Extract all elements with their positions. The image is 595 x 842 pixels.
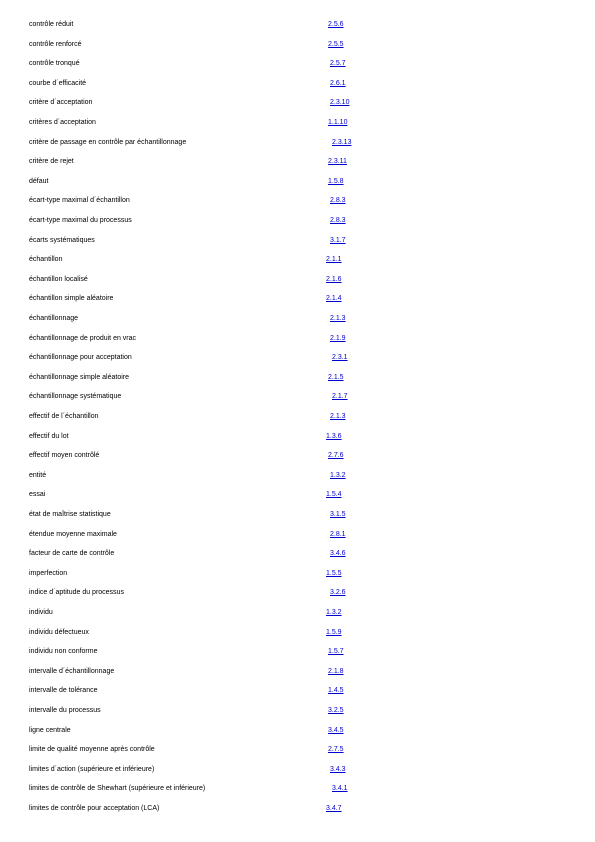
index-term: intervalle du processus: [29, 707, 101, 714]
index-entry: [0, 234, 595, 248]
index-ref-link[interactable]: 2.1.9: [330, 334, 346, 342]
index-ref-link[interactable]: 2.3.1: [332, 354, 348, 362]
index-term: contrôle tronqué: [29, 60, 80, 68]
index-term: individu non conforme: [29, 648, 98, 656]
index-term: échantillon localisé: [29, 275, 88, 283]
index-entry: [0, 469, 595, 483]
index-entry: [0, 57, 595, 71]
index-ref-link[interactable]: 1.5.4: [326, 491, 342, 499]
index-ref-link[interactable]: 1.1.10: [328, 119, 348, 126]
index-ref-link[interactable]: 3.1.5: [330, 511, 346, 518]
index-entry: [0, 332, 595, 346]
index-term: intervalle de tolérance: [29, 687, 98, 695]
index-entry: [0, 626, 595, 640]
index-entry: [0, 292, 595, 306]
index-ref-link[interactable]: 2.5.7: [330, 60, 346, 68]
index-entry: [0, 567, 595, 581]
index-ref-link[interactable]: 2.1.1: [326, 256, 342, 264]
index-entry: [0, 194, 595, 208]
index-ref-link[interactable]: 2.8.3: [330, 197, 346, 205]
index-term: échantillonnage systématique: [29, 393, 122, 401]
index-entry: [0, 312, 595, 326]
index-entry: [0, 273, 595, 287]
index-entry: [0, 606, 595, 620]
index-entry: [0, 528, 595, 542]
index-entry: [0, 802, 595, 816]
index-entry: [0, 782, 595, 796]
index-ref-link[interactable]: 2.1.3: [330, 413, 346, 420]
index-term: critère de rejet: [29, 158, 74, 166]
index-entry: [0, 351, 595, 365]
index-term: courbe d´efficacité: [29, 79, 87, 87]
index-entry: [0, 214, 595, 228]
index-ref-link[interactable]: 2.1.4: [326, 295, 342, 303]
index-entry: [0, 155, 595, 169]
index-term: échantillonnage: [29, 315, 79, 322]
index-entry: [0, 253, 595, 267]
index-entry: [0, 684, 595, 698]
index-ref-link[interactable]: 2.1.3: [330, 315, 346, 322]
index-term: contrôle réduit: [29, 21, 74, 28]
index-ref-link[interactable]: 3.1.7: [330, 236, 346, 244]
index-entry: [0, 547, 595, 561]
index-term: échantillon simple aléatoire: [29, 295, 114, 303]
index-ref-link[interactable]: 3.4.1: [332, 785, 348, 793]
index-entry: [0, 724, 595, 738]
index-term: échantillonnage simple aléatoire: [29, 373, 130, 381]
index-entry: [0, 704, 595, 718]
index-entry: [0, 175, 595, 189]
index-term: écart-type maximal d´échantillon: [29, 197, 130, 205]
index-term: indice d´aptitude du processus: [29, 589, 124, 597]
index-ref-link[interactable]: 2.1.8: [328, 667, 344, 675]
index-ref-link[interactable]: 2.8.1: [330, 530, 346, 538]
index-term: critères d´acceptation: [29, 119, 96, 126]
index-entry: [0, 116, 595, 130]
index-ref-link[interactable]: 1.3.2: [330, 471, 346, 479]
index-ref-link[interactable]: 1.4.5: [328, 687, 344, 695]
index-term: individu défectueux: [29, 628, 89, 636]
index-ref-link[interactable]: 2.7.6: [328, 452, 344, 460]
index-ref-link[interactable]: 2.6.1: [330, 79, 346, 87]
index-ref-link[interactable]: 2.3.10: [330, 99, 350, 107]
index-entry: [0, 371, 595, 385]
index-entry: [0, 763, 595, 777]
index-term: imperfection: [29, 569, 68, 577]
index-entry: [0, 645, 595, 659]
index-entry: [0, 136, 595, 150]
index-ref-link[interactable]: 2.3.13: [332, 138, 352, 146]
index-ref-link[interactable]: 1.5.5: [326, 569, 342, 577]
index-entry: [0, 430, 595, 444]
index-term: critère d´acceptation: [29, 99, 93, 107]
index-ref-link[interactable]: 2.1.6: [326, 275, 342, 283]
index-ref-link[interactable]: 1.5.8: [328, 177, 344, 185]
index-ref-link[interactable]: 1.5.9: [326, 628, 342, 636]
index-entry: [0, 586, 595, 600]
index-ref-link[interactable]: 2.5.5: [328, 40, 344, 48]
index-term: limites de contrôle de Shewhart (supérieure et inférieure): [29, 785, 206, 793]
index-term: écart-type maximal du processus: [29, 217, 132, 224]
index-entry: [0, 38, 595, 52]
index-entry: [0, 77, 595, 91]
index-ref-link[interactable]: 2.3.11: [328, 158, 347, 166]
index-entry: [0, 449, 595, 463]
index-term: échantillon: [29, 256, 63, 264]
index-term: contrôle renforcé: [29, 40, 82, 48]
index-ref-link[interactable]: 2.8.3: [330, 217, 346, 224]
index-term: individu: [29, 609, 53, 616]
index-entry: [0, 96, 595, 110]
index-ref-link[interactable]: 1.3.2: [326, 609, 342, 616]
index-entry: [0, 410, 595, 424]
index-term: essai: [29, 491, 46, 499]
index-entry: [0, 743, 595, 757]
index-ref-link[interactable]: 2.1.5: [328, 373, 344, 381]
index-term: intervalle d´échantillonnage: [29, 667, 115, 675]
index-term: entité: [29, 471, 47, 479]
index-ref-link[interactable]: 1.5.7: [328, 648, 344, 656]
index-term: échantillonnage pour acceptation: [29, 354, 132, 362]
index-ref-link[interactable]: 2.1.7: [332, 393, 348, 401]
index-entry: [0, 665, 595, 679]
index-term: échantillonnage de produit en vrac: [29, 334, 137, 342]
index-ref-link[interactable]: 3.2.5: [328, 707, 344, 714]
index-ref-link[interactable]: 3.2.6: [330, 589, 346, 597]
index-term: effectif du lot: [29, 432, 69, 440]
index-term: critère de passage en contrôle par échantillonnage: [29, 138, 187, 146]
index-term: étendue moyenne maximale: [29, 530, 117, 538]
index-term: état de maîtrise statistique: [29, 511, 111, 518]
index-term: facteur de carte de contrôle: [29, 550, 115, 558]
index-term: ligne centrale: [29, 726, 71, 734]
index-entry: [0, 488, 595, 502]
index-term: limites de contrôle pour acceptation (LCA): [29, 805, 160, 812]
index-ref-link[interactable]: 2.7.5: [328, 746, 344, 754]
index-entry: [0, 18, 595, 32]
index-ref-link[interactable]: 3.4.6: [330, 550, 346, 558]
index-ref-link[interactable]: 3.4.5: [328, 726, 344, 734]
index-term: effectif de l´échantillon: [29, 413, 99, 420]
index-term: effectif moyen contrôlé: [29, 452, 100, 460]
index-ref-link[interactable]: 3.4.3: [330, 765, 346, 773]
index-term: écarts systématiques: [29, 236, 95, 244]
index-term: limite de qualité moyenne après contrôle: [29, 746, 155, 754]
index-entry: [0, 390, 595, 404]
index-term: limites d´action (supérieure et inférieure): [29, 765, 155, 773]
index-term: défaut: [29, 177, 49, 185]
index-entry: [0, 508, 595, 522]
index-ref-link[interactable]: 2.5.6: [328, 21, 344, 28]
index-ref-link[interactable]: 1.3.6: [326, 432, 342, 440]
index-ref-link[interactable]: 3.4.7: [326, 805, 342, 812]
